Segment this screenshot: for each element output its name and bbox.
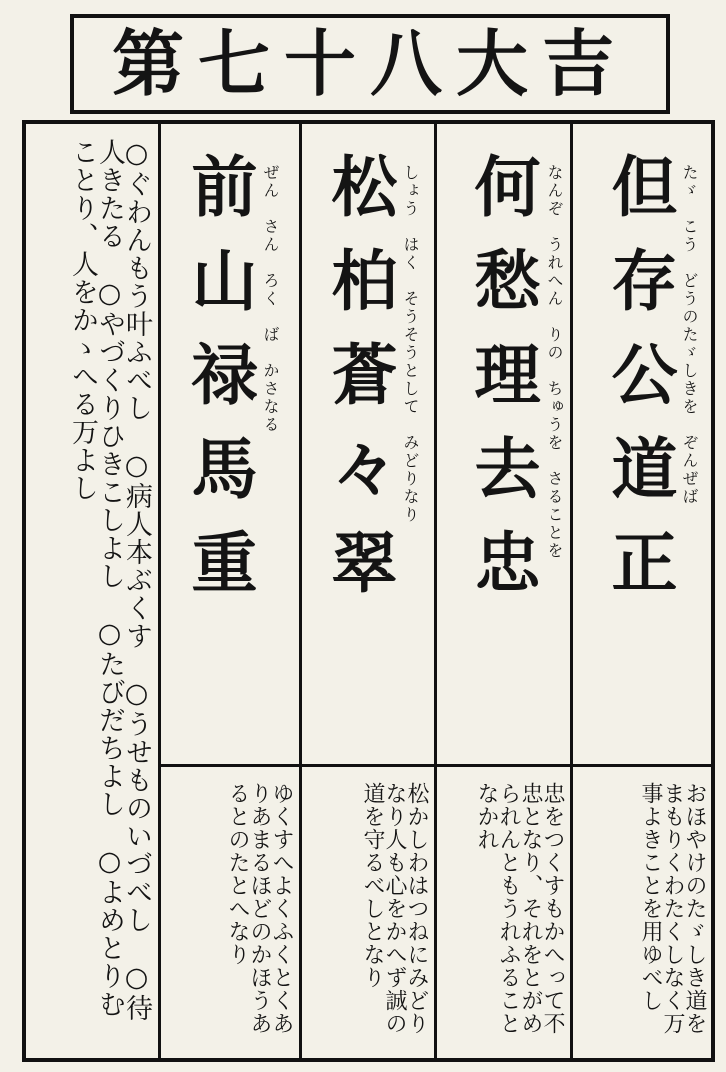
explanation-1: おほやけのたゞしき道をまもりくわたくしなく万事よきことを用ゆべし xyxy=(638,782,707,1035)
column-divider xyxy=(158,124,161,1062)
poem-line-4: 前山禄馬重 xyxy=(180,152,258,622)
poem-line-1: 但存公道正 xyxy=(600,152,678,622)
explanation-2: 忠をつくすもかへって不忠となり、それをとがめられんともうれふることなかれ xyxy=(474,782,565,1035)
poem-line-2: 何愁理去忠 xyxy=(463,152,541,622)
furigana-line-3: しょう はく そうそうとして みどりなり xyxy=(401,164,420,524)
column-divider xyxy=(299,124,302,1062)
poem-frame xyxy=(22,120,715,1062)
furigana-line-1: たゞ こう どうのたゞしきを ぞんぜば xyxy=(680,164,699,506)
explanation-4: ゆくすへよくふくとくありあまるほどのかほうあるとのたとへなり xyxy=(225,782,294,1035)
poem-line-3: 松柏蒼々翠 xyxy=(320,152,398,622)
column-divider xyxy=(434,124,437,1062)
fortune-details: ○ぐわんもう叶ふべし ○病人本ぶくす ○うせものいづべし ○待人きたる ○やづくりひきこしよし ○たびだちよし ○よめとりむことり、人をかゝへる万よし xyxy=(67,138,152,1022)
title-box xyxy=(70,14,670,114)
explanation-3: 松かしわはつねにみどりなり人も心をかへず誠の道を守るべしとなり xyxy=(360,782,429,1035)
furigana-line-4: ぜん さん ろく ば かさなる xyxy=(261,164,280,434)
page-title: 第七十八大吉 xyxy=(111,21,628,106)
row-divider xyxy=(158,764,715,767)
furigana-line-2: なんぞ うれへん りの ちゅうを さることを xyxy=(545,164,564,560)
column-divider xyxy=(570,124,573,1062)
